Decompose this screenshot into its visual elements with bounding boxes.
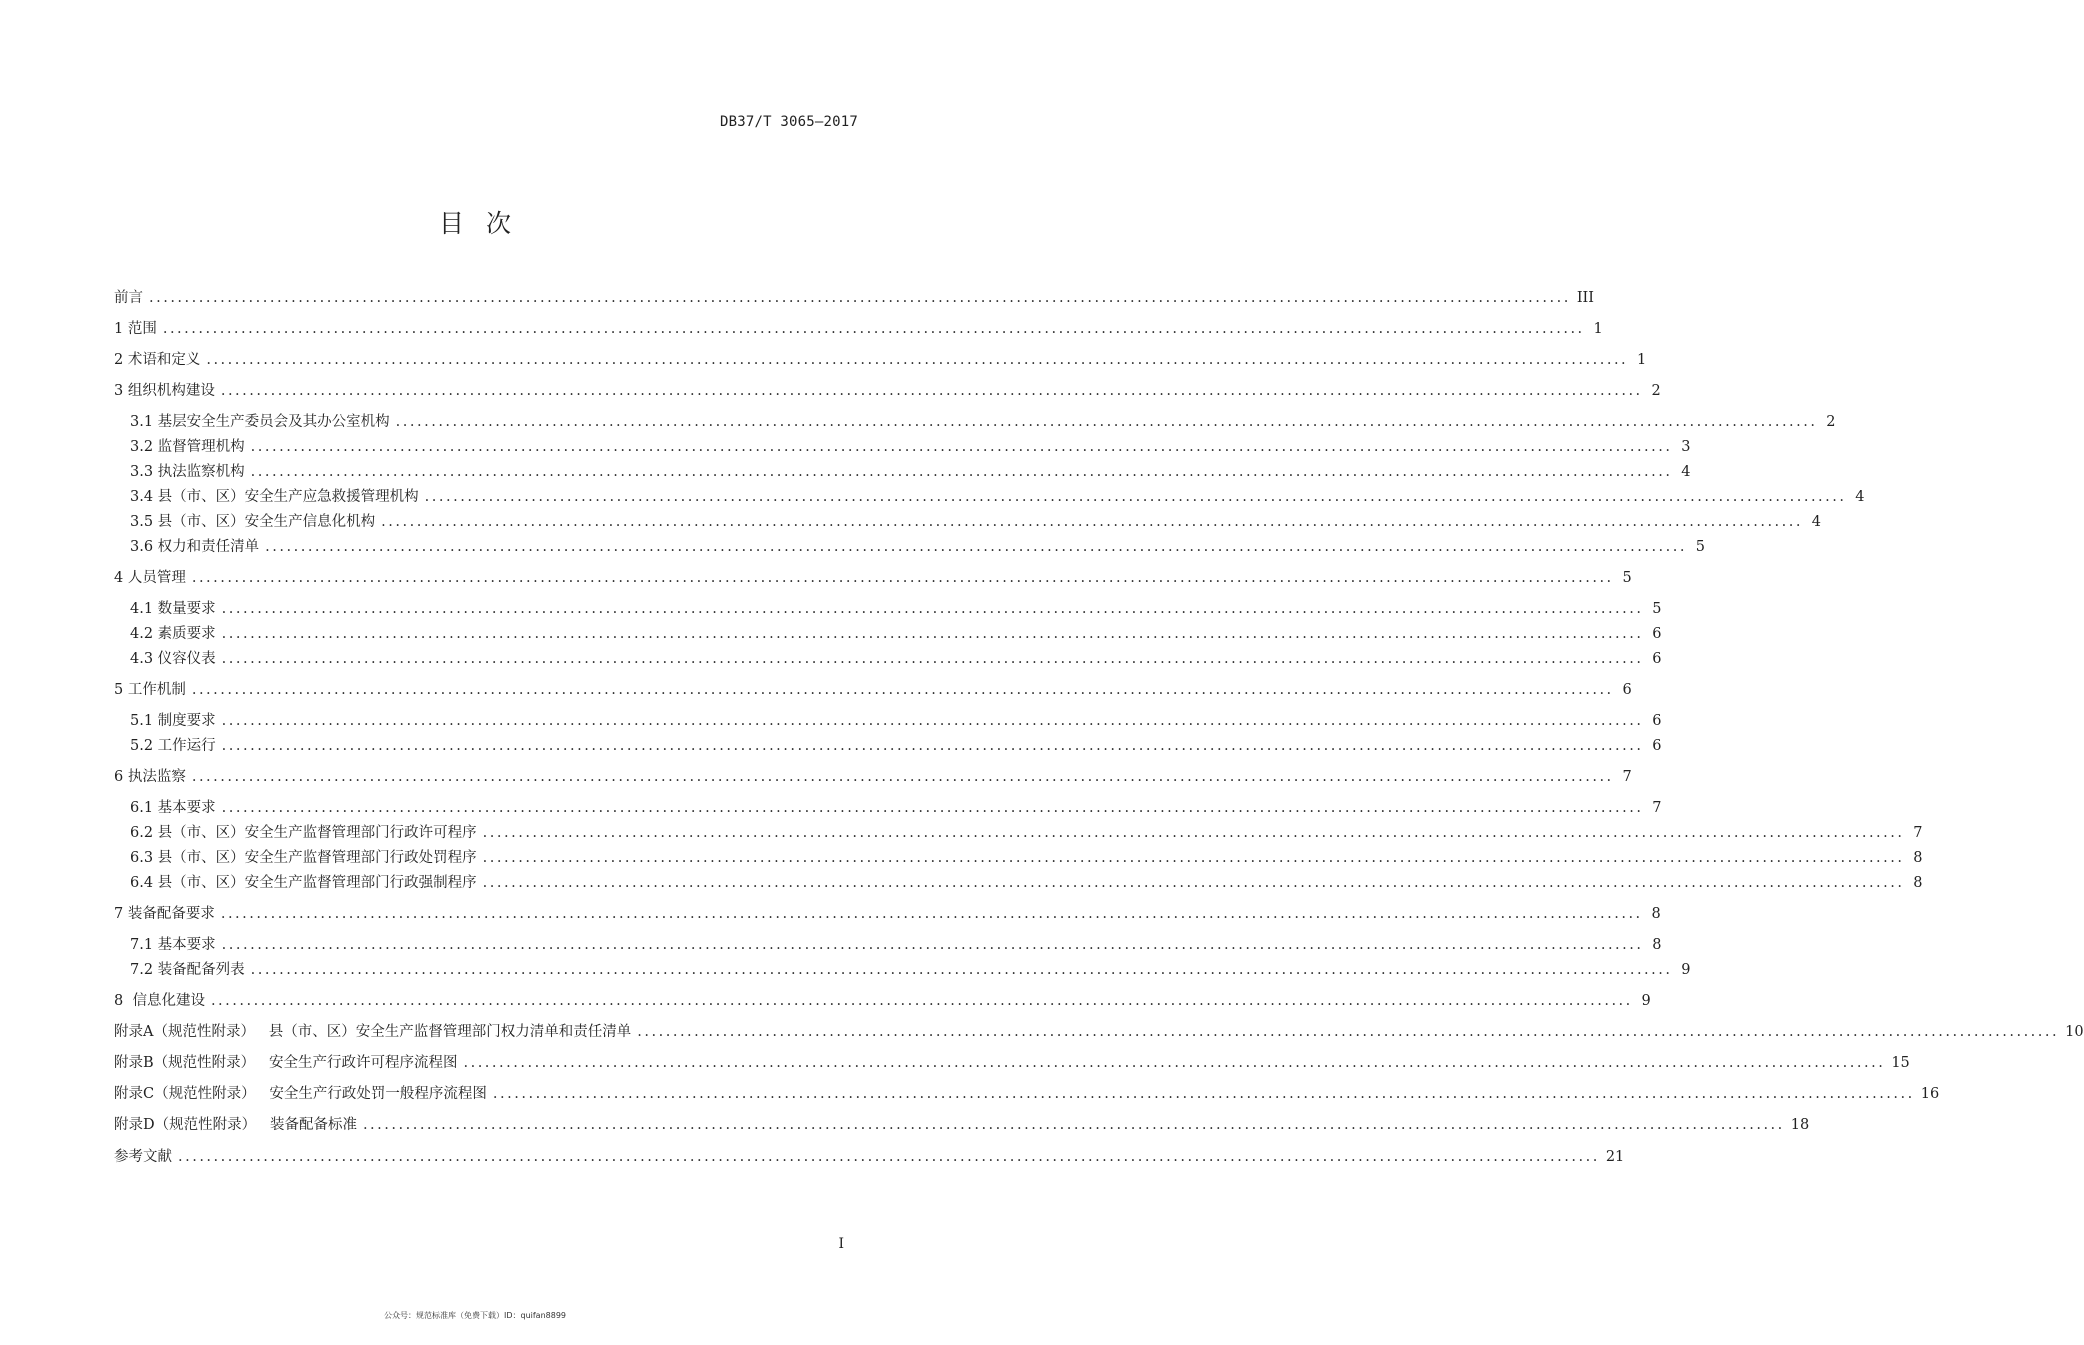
- toc-entry-label: 7.1 基本要求: [130, 937, 216, 953]
- dot-leader: ........................................................................................................................................................................................................: [250, 962, 1673, 978]
- toc-entry-label: 参考文献: [114, 1149, 172, 1165]
- toc-entry[interactable]: [114, 766, 1632, 788]
- toc-entry-label: 3 组织机构建设: [114, 383, 215, 399]
- dot-leader: ........................................................................................................................................................................................................: [221, 651, 1644, 667]
- dot-leader: ........................................................................................................................................................................................................: [265, 539, 1687, 555]
- dot-leader: ........................................................................................................................................................................................................: [221, 626, 1644, 642]
- toc-entry-label: 6.3 县（市、区）安全生产监督管理部门行政处罚程序: [130, 850, 477, 866]
- toc-entry[interactable]: [130, 648, 1662, 670]
- toc-entry-page: 2: [1826, 414, 1836, 430]
- toc-entry-page: 15: [1891, 1055, 1910, 1071]
- toc-entry-label: 3.2 监督管理机构: [130, 439, 245, 455]
- dot-leader: ........................................................................................................................................................................................................: [221, 601, 1644, 617]
- toc-entry-page: 5: [1622, 570, 1632, 586]
- toc-entry[interactable]: [114, 1083, 1940, 1105]
- toc-entry-label: 5.1 制度要求: [130, 713, 216, 729]
- toc-entry-page: 21: [1605, 1149, 1625, 1165]
- toc-entry-page: III: [1576, 290, 1595, 306]
- toc-entry-label: 2 术语和定义: [114, 352, 201, 368]
- dot-leader: ........................................................................................................................................................................................................: [482, 875, 1905, 891]
- toc-entry[interactable]: [130, 847, 1923, 869]
- toc-entry-page: 8: [1913, 850, 1923, 866]
- dot-leader: ........................................................................................................................................................................................................: [395, 414, 1818, 430]
- toc-entry-page: 18: [1790, 1117, 1810, 1133]
- toc-entry[interactable]: [114, 1114, 1810, 1136]
- toc-entry[interactable]: [114, 990, 1651, 1012]
- dot-leader: ........................................................................................................................................................................................................: [250, 439, 1673, 455]
- document-code: DB37/T 3065—2017: [719, 114, 858, 130]
- toc-entry-label: 附录B（规范性附录） 安全生产行政许可程序流程图: [114, 1055, 458, 1071]
- toc-entry-page: 8: [1652, 937, 1662, 953]
- dot-leader: ........................................................................................................................................................................................................: [424, 489, 1847, 505]
- toc-entry[interactable]: [114, 1052, 1910, 1074]
- toc-entry-label: 5.2 工作运行: [130, 738, 216, 754]
- toc-entry-label: 5 工作机制: [114, 682, 186, 698]
- dot-leader: ........................................................................................................................................................................................................: [221, 713, 1644, 729]
- toc-entry-page: 6: [1652, 626, 1662, 642]
- toc-entry-label: 附录A（规范性附录） 县（市、区）安全生产监督管理部门权力清单和责任清单: [114, 1024, 632, 1040]
- toc-entry-label: 6.2 县（市、区）安全生产监督管理部门行政许可程序: [130, 825, 477, 841]
- dot-leader: ........................................................................................................................................................................................................: [178, 1149, 1600, 1165]
- toc-entry[interactable]: [130, 797, 1662, 819]
- toc-entry-page: 6: [1622, 682, 1632, 698]
- dot-leader: ........................................................................................................................................................................................................: [637, 1024, 2060, 1040]
- dot-leader: ........................................................................................................................................................................................................: [482, 825, 1905, 841]
- toc-entry[interactable]: [130, 411, 1836, 433]
- footer-watermark: 公众号：规范标准库（免费下载）ID：quifan8899: [383, 1311, 567, 1320]
- toc-entry-label: 4.2 素质要求: [130, 626, 216, 642]
- toc-entry-page: 6: [1652, 713, 1662, 729]
- toc-entry-page: 8: [1913, 875, 1923, 891]
- dot-leader: ........................................................................................................................................................................................................: [191, 570, 1614, 586]
- dot-leader: ........................................................................................................................................................................................................: [191, 682, 1614, 698]
- toc-entry-label: 1 范围: [114, 321, 157, 337]
- dot-leader: ........................................................................................................................................................................................................: [162, 321, 1585, 337]
- toc-entry[interactable]: [130, 872, 1923, 894]
- dot-leader: ........................................................................................................................................................................................................: [362, 1117, 1785, 1133]
- toc-entry-label: 6.4 县（市、区）安全生产监督管理部门行政强制程序: [130, 875, 477, 891]
- dot-leader: ........................................................................................................................................................................................................: [220, 383, 1643, 399]
- toc-entry-label: 4.3 仪容仪表: [130, 651, 216, 667]
- toc-entry-page: 5: [1652, 601, 1662, 617]
- toc-entry-label: 8 信息化建设: [114, 993, 205, 1009]
- dot-leader: ........................................................................................................................................................................................................: [221, 937, 1644, 953]
- toc-entry-page: 3: [1681, 439, 1691, 455]
- toc-entry[interactable]: [130, 623, 1662, 645]
- toc-entry-label: 7 装备配备要求: [114, 906, 215, 922]
- toc-entry[interactable]: [114, 1146, 1625, 1168]
- toc-entry-page: 2: [1651, 383, 1661, 399]
- toc-entry[interactable]: [114, 318, 1603, 340]
- toc-entry-label: 3.3 执法监察机构: [130, 464, 245, 480]
- toc-entry-page: 7: [1913, 825, 1923, 841]
- toc-entry-page: 1: [1593, 321, 1603, 337]
- toc-entry-page: 4: [1811, 514, 1821, 530]
- toc-entry[interactable]: [130, 822, 1923, 844]
- toc-entry[interactable]: [130, 486, 1865, 508]
- toc-entry-label: 7.2 装备配备列表: [130, 962, 245, 978]
- dot-leader: ........................................................................................................................................................................................................: [492, 1086, 1915, 1102]
- dot-leader: ........................................................................................................................................................................................................: [482, 850, 1905, 866]
- toc-entry-label: 6 执法监察: [114, 769, 186, 785]
- toc-entry-label: 附录C（规范性附录） 安全生产行政处罚一般程序流程图: [114, 1086, 487, 1102]
- toc-entry-label: 3.6 权力和责任清单: [130, 539, 260, 555]
- toc-entry[interactable]: [114, 903, 1661, 925]
- toc-entry[interactable]: [130, 710, 1662, 732]
- toc-entry[interactable]: [130, 536, 1705, 558]
- toc-entry-page: 4: [1681, 464, 1691, 480]
- toc-entry-label: 附录D（规范性附录） 装备配备标准: [114, 1117, 357, 1133]
- toc-entry-page: 7: [1622, 769, 1632, 785]
- toc-entry[interactable]: [130, 598, 1662, 620]
- toc-entry[interactable]: [130, 436, 1691, 458]
- dot-leader: ........................................................................................................................................................................................................: [210, 993, 1633, 1009]
- toc-entry-page: 9: [1681, 962, 1691, 978]
- toc-entry[interactable]: [114, 1021, 2084, 1043]
- toc-entry-page: 4: [1855, 489, 1865, 505]
- dot-leader: ........................................................................................................................................................................................................: [221, 800, 1644, 816]
- toc-entry[interactable]: [130, 461, 1691, 483]
- toc-entry-page: 9: [1641, 993, 1651, 1009]
- page-title: 目次: [438, 209, 533, 238]
- toc-entry-page: 5: [1695, 539, 1705, 555]
- toc-entry-label: 前言: [114, 290, 143, 306]
- toc-entry[interactable]: [130, 511, 1821, 533]
- dot-leader: ........................................................................................................................................................................................................: [206, 352, 1629, 368]
- dot-leader: ........................................................................................................................................................................................................: [250, 464, 1673, 480]
- dot-leader: ........................................................................................................................................................................................................: [463, 1055, 1886, 1071]
- toc-entry[interactable]: [114, 380, 1661, 402]
- toc-entry[interactable]: [130, 735, 1662, 757]
- toc-entry-page: 10: [2065, 1024, 2084, 1040]
- toc-entry-label: 4 人员管理: [114, 570, 186, 586]
- toc-entry-label: 3.5 县（市、区）安全生产信息化机构: [130, 514, 376, 530]
- toc-entry[interactable]: [114, 287, 1595, 309]
- toc-entry-label: 3.1 基层安全生产委员会及其办公室机构: [130, 414, 390, 430]
- dot-leader: ........................................................................................................................................................................................................: [191, 769, 1614, 785]
- toc-entry-page: 1: [1636, 352, 1647, 368]
- toc-entry-page: 6: [1652, 738, 1662, 754]
- dot-leader: ........................................................................................................................................................................................................: [220, 906, 1643, 922]
- toc-entry-page: 8: [1651, 906, 1661, 922]
- toc-entry-page: 6: [1652, 651, 1662, 667]
- toc-entry[interactable]: [114, 679, 1632, 701]
- toc-entry-page: 7: [1652, 800, 1662, 816]
- dot-leader: ........................................................................................................................................................................................................: [381, 514, 1803, 530]
- page-number: I: [838, 1236, 844, 1252]
- toc-entry-page: 16: [1920, 1086, 1940, 1102]
- dot-leader: ........................................................................................................................................................................................................: [149, 290, 1571, 306]
- toc-entry[interactable]: [114, 349, 1647, 371]
- toc-entry[interactable]: [130, 959, 1691, 981]
- dot-leader: ........................................................................................................................................................................................................: [221, 738, 1644, 754]
- toc-entry-label: 6.1 基本要求: [130, 800, 216, 816]
- toc-entry-label: 4.1 数量要求: [130, 601, 216, 617]
- toc-entry[interactable]: [130, 934, 1662, 956]
- toc-entry[interactable]: [114, 567, 1632, 589]
- toc-entry-label: 3.4 县（市、区）安全生产应急救援管理机构: [130, 489, 419, 505]
